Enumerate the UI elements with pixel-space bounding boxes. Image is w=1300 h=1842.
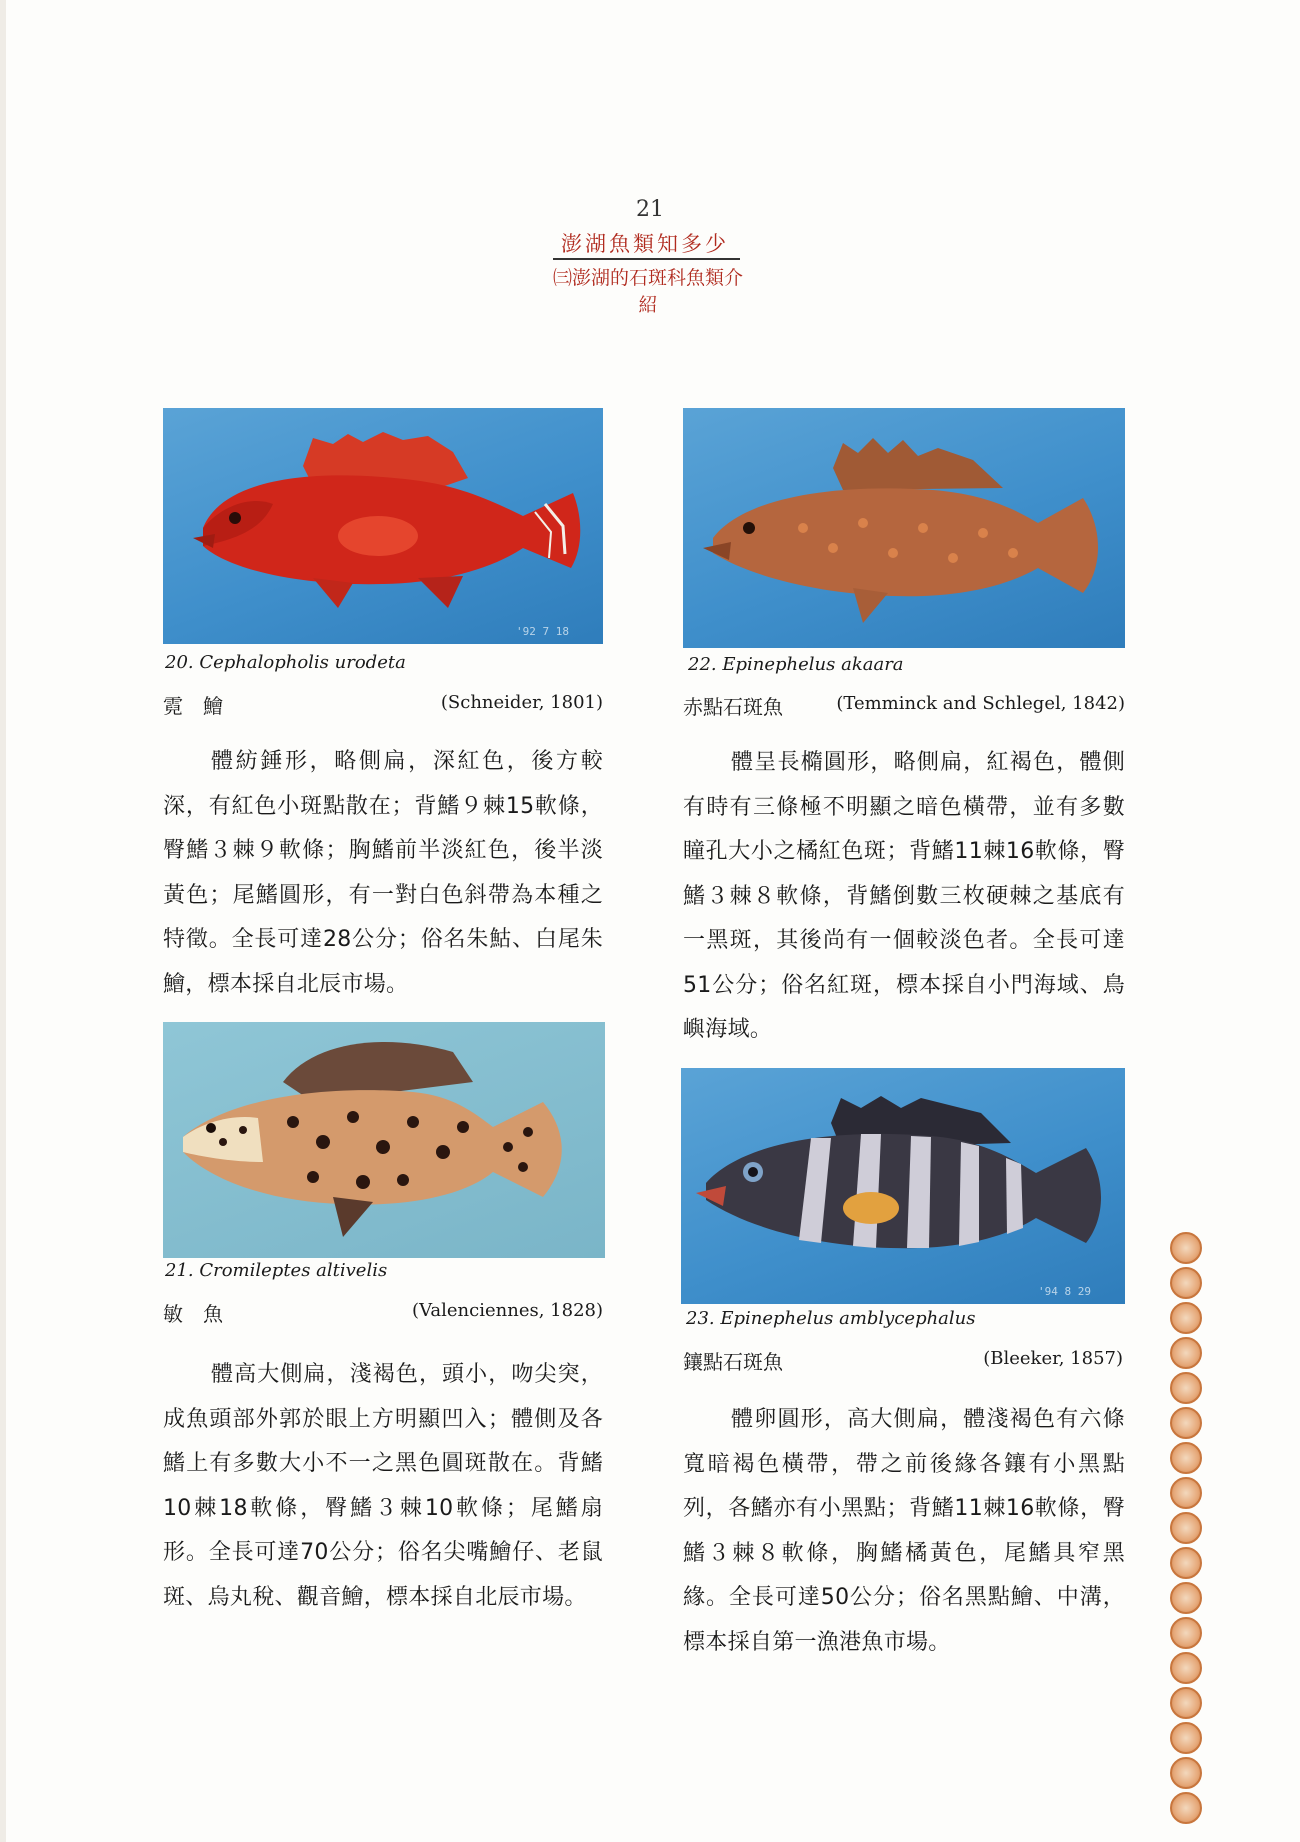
species-description: 體卵圓形，高大側扁，體淺褐色有六條寬暗褐色橫帶，帶之前後緣各鑲有小黑點列，各鰭亦有小黑點；背鰭11棘16軟條，臀鰭３棘８軟條，胸鰭橘黃色，尾鰭具窄黑緣。全長可達50公分；俗名黑點鱠、中溝，標本採自第一漁港魚市場。 — [683, 1407, 1125, 1655]
species-description: 體高大側扁，淺褐色，頭小，吻尖突，成魚頭部外郭於眼上方明顯凹入；體側及各鰭上有多數大小不一之黑色圓斑散在。背鰭10棘18軟條，臀鰭３棘10軟條；尾鰭扇形。全長可達70公分；俗名尖嘴鱠仔、老鼠斑、烏丸稅、觀音鱠，標本採自北辰市場。 — [163, 1362, 603, 1610]
species-description: 體紡錘形，略側扁，深紅色，後方較深，有紅色小斑點散在；背鰭９棘15軟條，臀鰭３棘９軟條；胸鰭前半淡紅色，後半淡黃色；尾鰭圓形，有一對白色斜帶為本種之特徵。全長可達28公分；俗名朱鮕、白尾朱鱠，標本採自北辰市場。 — [163, 749, 603, 997]
chinese-name: 敏 魚 — [163, 1302, 223, 1326]
seal-icon — [1170, 1652, 1202, 1684]
seal-icon — [1170, 1757, 1202, 1789]
seal-icon — [1170, 1232, 1202, 1264]
seal-icon — [1170, 1372, 1202, 1404]
chinese-name: 霓 鱠 — [163, 694, 223, 718]
seal-icon — [1170, 1687, 1202, 1719]
author-citation: (Valenciennes, 1828) — [412, 1300, 603, 1321]
seal-icon — [1170, 1337, 1202, 1369]
decorative-seal-column — [1170, 1232, 1204, 1827]
chinese-name: 赤點石斑魚 — [683, 695, 783, 719]
header-subtitle: ㈢澎湖的石斑科魚類介紹 — [552, 267, 743, 316]
author-citation: (Schneider, 1801) — [440, 692, 603, 713]
photo-stamp: '94 8 29 — [1038, 1285, 1091, 1298]
fish-photo-20 — [163, 408, 603, 644]
fish-photo-23 — [681, 1068, 1125, 1304]
scientific-name: 21. Cromileptes altivelis — [165, 1260, 388, 1281]
banded-grouper-illustration — [681, 1068, 1125, 1304]
chinese-name: 鑲點石斑魚 — [683, 1350, 783, 1374]
species-description: 體呈長橢圓形，略側扁，紅褐色，體側有時有三條極不明顯之暗色橫帶，並有多數瞳孔大小之橘紅色斑；背鰭11棘16軟條，臀鰭３棘８軟條，背鰭倒數三枚硬棘之基底有一黑斑，其後尚有一個較淡色者。全長可達51公分；俗名紅斑，標本採自小門海域、鳥嶼海域。 — [683, 750, 1125, 1042]
fish-photo-21 — [163, 1022, 605, 1258]
header-title: 澎湖魚類知多少 — [561, 232, 729, 256]
page-number: 21 — [636, 197, 664, 222]
seal-icon — [1170, 1302, 1202, 1334]
brown-grouper-illustration — [683, 408, 1125, 648]
fish-photo-22 — [683, 408, 1125, 648]
seal-icon — [1170, 1792, 1202, 1824]
seal-icon — [1170, 1512, 1202, 1544]
scientific-name: 20. Cephalopholis urodeta — [165, 652, 406, 673]
seal-icon — [1170, 1582, 1202, 1614]
seal-icon — [1170, 1442, 1202, 1474]
seal-icon — [1170, 1267, 1202, 1299]
photo-stamp: '92 7 18 — [516, 625, 569, 638]
seal-icon — [1170, 1617, 1202, 1649]
seal-icon — [1170, 1547, 1202, 1579]
seal-icon — [1170, 1407, 1202, 1439]
red-grouper-illustration — [163, 408, 603, 644]
scientific-name: 23. Epinephelus amblycephalus — [686, 1308, 976, 1329]
scientific-name: 22. Epinephelus akaara — [688, 654, 904, 675]
header-rule — [553, 258, 740, 260]
spotted-grouper-illustration — [163, 1022, 605, 1258]
seal-icon — [1170, 1722, 1202, 1754]
author-citation: (Bleeker, 1857) — [983, 1348, 1123, 1369]
seal-icon — [1170, 1477, 1202, 1509]
author-citation: (Temminck and Schlegel, 1842) — [836, 693, 1125, 714]
